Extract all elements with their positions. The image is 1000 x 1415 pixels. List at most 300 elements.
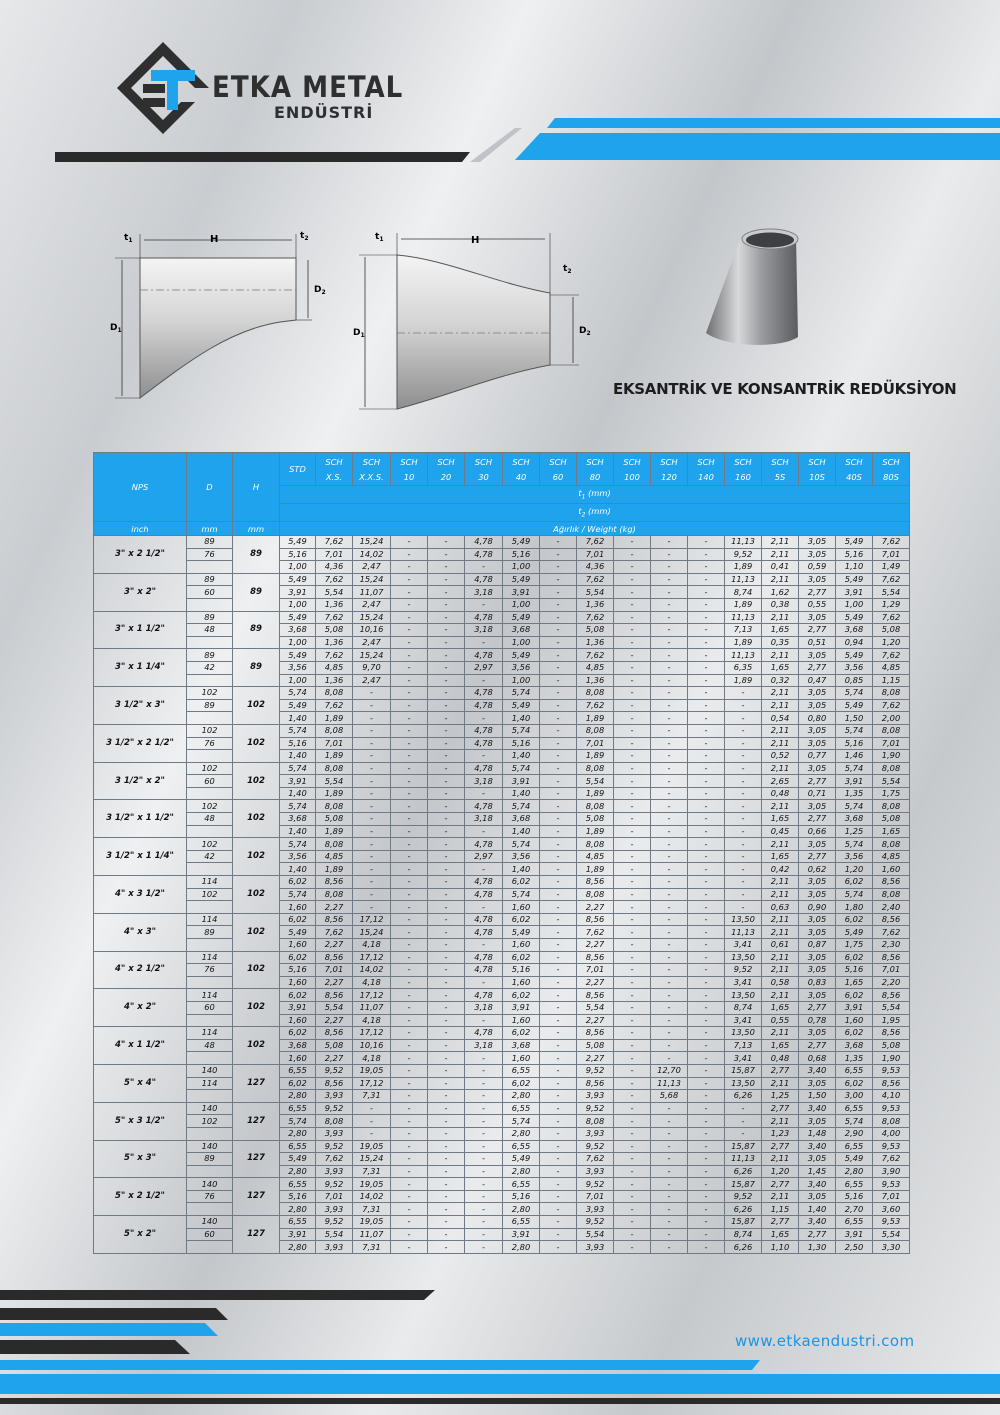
d-cell [187,712,233,725]
value-cell: - [428,1241,465,1254]
value-cell: - [614,913,651,926]
value-cell: 15,24 [353,611,391,624]
value-cell: - [651,863,688,876]
value-cell: 0,52 [762,750,799,763]
value-cell: 3,68 [503,813,540,826]
value-cell: 7,62 [873,573,910,586]
col-sch-2: SCH 10 [391,453,428,486]
table-row [94,939,910,952]
value-cell: 5,54 [873,775,910,788]
value-cell: - [353,825,391,838]
value-cell: 8,56 [873,1077,910,1090]
value-cell: - [540,573,577,586]
value-cell: 6,26 [725,1165,762,1178]
value-cell: - [353,724,391,737]
value-cell: 3,05 [799,687,836,700]
value-cell: - [465,1052,503,1065]
value-cell: 19,05 [353,1064,391,1077]
value-cell: 9,52 [577,1216,614,1229]
value-cell: 5,74 [836,800,873,813]
value-cell: - [540,913,577,926]
value-cell: - [428,1064,465,1077]
value-cell: 13,50 [725,1027,762,1040]
value-cell: 4,85 [316,850,353,863]
d-cell: 89 [187,611,233,624]
d-cell: 89 [187,699,233,712]
value-cell: - [688,813,725,826]
value-cell: - [465,1115,503,1128]
value-cell: 8,56 [316,1077,353,1090]
value-cell: - [540,951,577,964]
value-cell: 7,01 [873,964,910,977]
value-cell: - [651,699,688,712]
value-cell: 5,49 [280,1153,316,1166]
value-cell: - [428,1190,465,1203]
value-cell: - [540,1228,577,1241]
value-cell: - [540,901,577,914]
value-cell: - [540,926,577,939]
value-cell: - [391,850,428,863]
table-row [94,913,910,926]
value-cell: - [391,750,428,763]
value-cell: - [428,1102,465,1115]
value-cell: - [688,1140,725,1153]
value-cell: 1,20 [873,636,910,649]
value-cell: 1,80 [836,901,873,914]
value-cell: 13,50 [725,951,762,964]
value-cell: - [651,1027,688,1040]
value-cell: 3,18 [465,1001,503,1014]
value-cell: 3,05 [799,888,836,901]
value-cell: - [428,624,465,637]
value-cell: - [428,1090,465,1103]
value-cell: - [651,1052,688,1065]
value-cell: - [688,1027,725,1040]
value-cell: 9,52 [577,1102,614,1115]
value-cell: - [688,787,725,800]
value-cell: - [725,825,762,838]
d-cell: 140 [187,1140,233,1153]
value-cell: 7,62 [316,649,353,662]
value-cell: 2,77 [799,1228,836,1241]
value-cell: 2,77 [799,850,836,863]
value-cell: - [688,800,725,813]
table-row [94,787,910,800]
h-cell: 127 [233,1102,280,1140]
value-cell: 0,45 [762,825,799,838]
value-cell: 5,49 [503,536,540,549]
value-cell: - [725,775,762,788]
value-cell: - [391,1178,428,1191]
value-cell: - [465,1127,503,1140]
value-cell: - [725,687,762,700]
value-cell: - [725,699,762,712]
value-cell: 9,52 [316,1178,353,1191]
table-row [94,926,910,939]
value-cell: - [465,939,503,952]
table-row [94,586,910,599]
value-cell: 2,27 [577,1052,614,1065]
footer-stripes [0,1290,1000,1415]
value-cell: 2,80 [503,1165,540,1178]
value-cell: - [391,624,428,637]
value-cell: - [614,687,651,700]
table-row [94,888,910,901]
value-cell: 7,31 [353,1090,391,1103]
value-cell: 15,24 [353,1153,391,1166]
value-cell: 7,13 [725,1039,762,1052]
col-sch-9: SCH 120 [651,453,688,486]
value-cell: - [353,850,391,863]
value-cell: 8,56 [316,951,353,964]
d-cell [187,939,233,952]
value-cell: 11,07 [353,586,391,599]
value-cell: 5,74 [280,1115,316,1128]
h-cell: 102 [233,951,280,989]
value-cell: - [688,636,725,649]
value-cell: 3,00 [836,1090,873,1103]
value-cell: - [428,838,465,851]
value-cell: 9,52 [316,1064,353,1077]
value-cell: - [688,863,725,876]
value-cell: 5,54 [873,586,910,599]
value-cell: - [428,1178,465,1191]
value-cell: - [353,1102,391,1115]
value-cell: - [651,1228,688,1241]
value-cell: 11,13 [725,573,762,586]
value-cell: - [614,573,651,586]
value-cell: 7,62 [873,699,910,712]
value-cell: 9,53 [873,1064,910,1077]
value-cell: - [428,863,465,876]
value-cell: 3,05 [799,913,836,926]
table-row [94,750,910,763]
value-cell: - [540,863,577,876]
d-cell: 60 [187,586,233,599]
value-cell: - [428,586,465,599]
value-cell: - [651,1216,688,1229]
value-cell: - [540,1052,577,1065]
value-cell: - [651,762,688,775]
table-row [94,598,910,611]
value-cell: - [428,787,465,800]
value-cell: - [614,1115,651,1128]
value-cell: 4,78 [465,989,503,1002]
value-cell: 1,65 [836,976,873,989]
table-row [94,838,910,851]
value-cell: 3,05 [799,926,836,939]
d-cell: 76 [187,548,233,561]
h-cell: 89 [233,649,280,687]
value-cell: 17,12 [353,951,391,964]
value-cell: - [391,939,428,952]
value-cell: - [391,1001,428,1014]
value-cell: 5,49 [836,611,873,624]
value-cell: - [428,1153,465,1166]
value-cell: - [651,724,688,737]
value-cell: - [391,598,428,611]
value-cell: 6,02 [280,1027,316,1040]
value-cell: 1,40 [503,712,540,725]
d-cell: 42 [187,850,233,863]
value-cell: 6,02 [280,989,316,1002]
table-row [94,1027,910,1040]
value-cell: 0,62 [799,863,836,876]
value-cell: 2,27 [577,1014,614,1027]
value-cell: - [428,536,465,549]
value-cell: - [614,1127,651,1140]
value-cell: - [688,1178,725,1191]
value-cell: - [391,1216,428,1229]
value-cell: 5,16 [503,737,540,750]
value-cell: 1,36 [577,636,614,649]
value-cell: 5,49 [503,699,540,712]
value-cell: 6,55 [503,1140,540,1153]
value-cell: 3,40 [799,1178,836,1191]
value-cell: - [391,976,428,989]
value-cell: 7,62 [577,573,614,586]
d-cell: 89 [187,926,233,939]
value-cell: - [614,674,651,687]
value-cell: 5,49 [503,649,540,662]
nps-cell: 5" x 2 1/2" [94,1178,187,1216]
value-cell: 1,89 [725,636,762,649]
value-cell: - [353,775,391,788]
value-cell: - [614,1140,651,1153]
value-cell: - [391,775,428,788]
value-cell: 1,89 [725,598,762,611]
value-cell: 2,11 [762,687,799,700]
d-cell: 102 [187,800,233,813]
value-cell: 2,77 [762,1102,799,1115]
value-cell: - [428,939,465,952]
value-cell: 0,87 [799,939,836,952]
value-cell: 4,85 [577,850,614,863]
value-cell: 6,55 [280,1216,316,1229]
value-cell: - [688,1090,725,1103]
value-cell: - [614,1216,651,1229]
value-cell: 4,78 [465,536,503,549]
value-cell: - [651,1140,688,1153]
value-cell: - [428,901,465,914]
value-cell: 5,49 [280,536,316,549]
table-row [94,876,910,889]
value-cell: 1,35 [836,787,873,800]
table-row [94,1190,910,1203]
value-cell: 5,74 [836,687,873,700]
value-cell: - [428,1216,465,1229]
value-cell: - [651,548,688,561]
value-cell: 5,49 [280,699,316,712]
col-sch-1: SCH X.X.S. [353,453,391,486]
value-cell: - [614,1064,651,1077]
value-cell: 0,66 [799,825,836,838]
value-cell: 3,18 [465,813,503,826]
value-cell: 1,60 [503,1052,540,1065]
value-cell: - [725,850,762,863]
value-cell: 2,11 [762,1115,799,1128]
value-cell: - [651,1178,688,1191]
svg-text:H: H [471,235,480,246]
value-cell: 1,60 [503,939,540,952]
value-cell: - [465,1077,503,1090]
value-cell: - [540,1216,577,1229]
value-cell: 3,56 [280,661,316,674]
value-cell: 8,08 [577,838,614,851]
value-cell: - [688,699,725,712]
value-cell: 4,78 [465,876,503,889]
value-cell: - [614,1014,651,1027]
value-cell: 1,40 [280,750,316,763]
value-cell: 0,35 [762,636,799,649]
value-cell: 1,40 [280,787,316,800]
d-cell: 89 [187,573,233,586]
value-cell: 5,49 [280,573,316,586]
value-cell: - [465,1090,503,1103]
value-cell: 3,68 [836,1039,873,1052]
value-cell: - [614,800,651,813]
value-cell: 3,91 [280,775,316,788]
value-cell: - [725,1115,762,1128]
value-cell: - [428,674,465,687]
value-cell: 2,77 [762,1216,799,1229]
value-cell: - [540,1190,577,1203]
value-cell: - [614,838,651,851]
value-cell: - [540,611,577,624]
value-cell: 1,60 [873,863,910,876]
value-cell: 0,94 [836,636,873,649]
value-cell: 1,65 [762,1228,799,1241]
value-cell: - [614,863,651,876]
table-row [94,1090,910,1103]
value-cell: 17,12 [353,989,391,1002]
value-cell: 7,01 [316,548,353,561]
value-cell: 5,54 [873,1001,910,1014]
value-cell: - [725,1102,762,1115]
value-cell: 15,87 [725,1216,762,1229]
d-cell: 42 [187,661,233,674]
value-cell: - [688,598,725,611]
value-cell: - [688,1102,725,1115]
col-sch-14: SCH 40S [836,453,873,486]
table-row [94,762,910,775]
nps-cell: 5" x 3" [94,1140,187,1178]
value-cell: 5,74 [503,838,540,851]
h-cell: 127 [233,1140,280,1178]
table-row [94,1115,910,1128]
value-cell: - [391,989,428,1002]
value-cell: - [428,762,465,775]
d-cell [187,1203,233,1216]
value-cell: 2,80 [503,1090,540,1103]
table-row [94,1178,910,1191]
value-cell: - [614,1178,651,1191]
value-cell: - [651,838,688,851]
value-cell: 5,74 [836,1115,873,1128]
value-cell: - [428,951,465,964]
value-cell: 8,08 [873,888,910,901]
value-cell: 4,10 [873,1090,910,1103]
value-cell: 6,55 [280,1102,316,1115]
value-cell: - [428,1140,465,1153]
value-cell: 4,78 [465,548,503,561]
value-cell: 1,20 [836,863,873,876]
value-cell: - [465,1153,503,1166]
value-cell: - [353,687,391,700]
value-cell: 3,91 [503,1001,540,1014]
value-cell: 8,56 [873,951,910,964]
value-cell: 4,78 [465,800,503,813]
d-cell [187,674,233,687]
value-cell: 1,60 [503,1014,540,1027]
value-cell: 7,01 [577,964,614,977]
table-row [94,964,910,977]
d-cell: 89 [187,536,233,549]
value-cell: 8,56 [316,876,353,889]
value-cell: 6,55 [280,1140,316,1153]
value-cell: - [428,1165,465,1178]
value-cell: - [391,1165,428,1178]
value-cell: 1,60 [503,901,540,914]
value-cell: - [391,1090,428,1103]
value-cell: - [651,1203,688,1216]
value-cell: 5,49 [503,1153,540,1166]
value-cell: 1,65 [762,1039,799,1052]
value-cell: - [540,1090,577,1103]
value-cell: 5,16 [503,1190,540,1203]
value-cell: 7,01 [577,548,614,561]
value-cell: 7,01 [873,737,910,750]
value-cell: - [391,825,428,838]
value-cell: 5,08 [873,624,910,637]
value-cell: 1,00 [503,674,540,687]
value-cell: 3,56 [836,850,873,863]
value-cell: 9,53 [873,1140,910,1153]
value-cell: - [353,813,391,826]
value-cell: - [540,838,577,851]
value-cell: 3,05 [799,737,836,750]
d-cell [187,1127,233,1140]
value-cell: 8,56 [873,989,910,1002]
value-cell: - [651,712,688,725]
value-cell: 0,54 [762,712,799,725]
value-cell: 1,36 [316,598,353,611]
value-cell: - [614,850,651,863]
value-cell: - [540,964,577,977]
value-cell: 1,89 [725,674,762,687]
h-cell: 127 [233,1178,280,1216]
value-cell: 3,05 [799,649,836,662]
value-cell: 2,11 [762,611,799,624]
value-cell: 1,15 [762,1203,799,1216]
value-cell: 1,60 [836,1014,873,1027]
value-cell: - [540,598,577,611]
value-cell: 15,24 [353,573,391,586]
value-cell: 1,60 [280,939,316,952]
value-cell: 3,18 [465,1039,503,1052]
value-cell: - [614,1241,651,1254]
website-link[interactable]: www.etkaendustri.com [735,1332,915,1350]
d-cell: 114 [187,1077,233,1090]
value-cell: - [688,762,725,775]
value-cell: - [391,611,428,624]
value-cell: 9,52 [316,1216,353,1229]
value-cell: 2,11 [762,926,799,939]
value-cell: 11,13 [725,611,762,624]
value-cell: 4,78 [465,1027,503,1040]
value-cell: 2,27 [316,976,353,989]
value-cell: - [688,888,725,901]
